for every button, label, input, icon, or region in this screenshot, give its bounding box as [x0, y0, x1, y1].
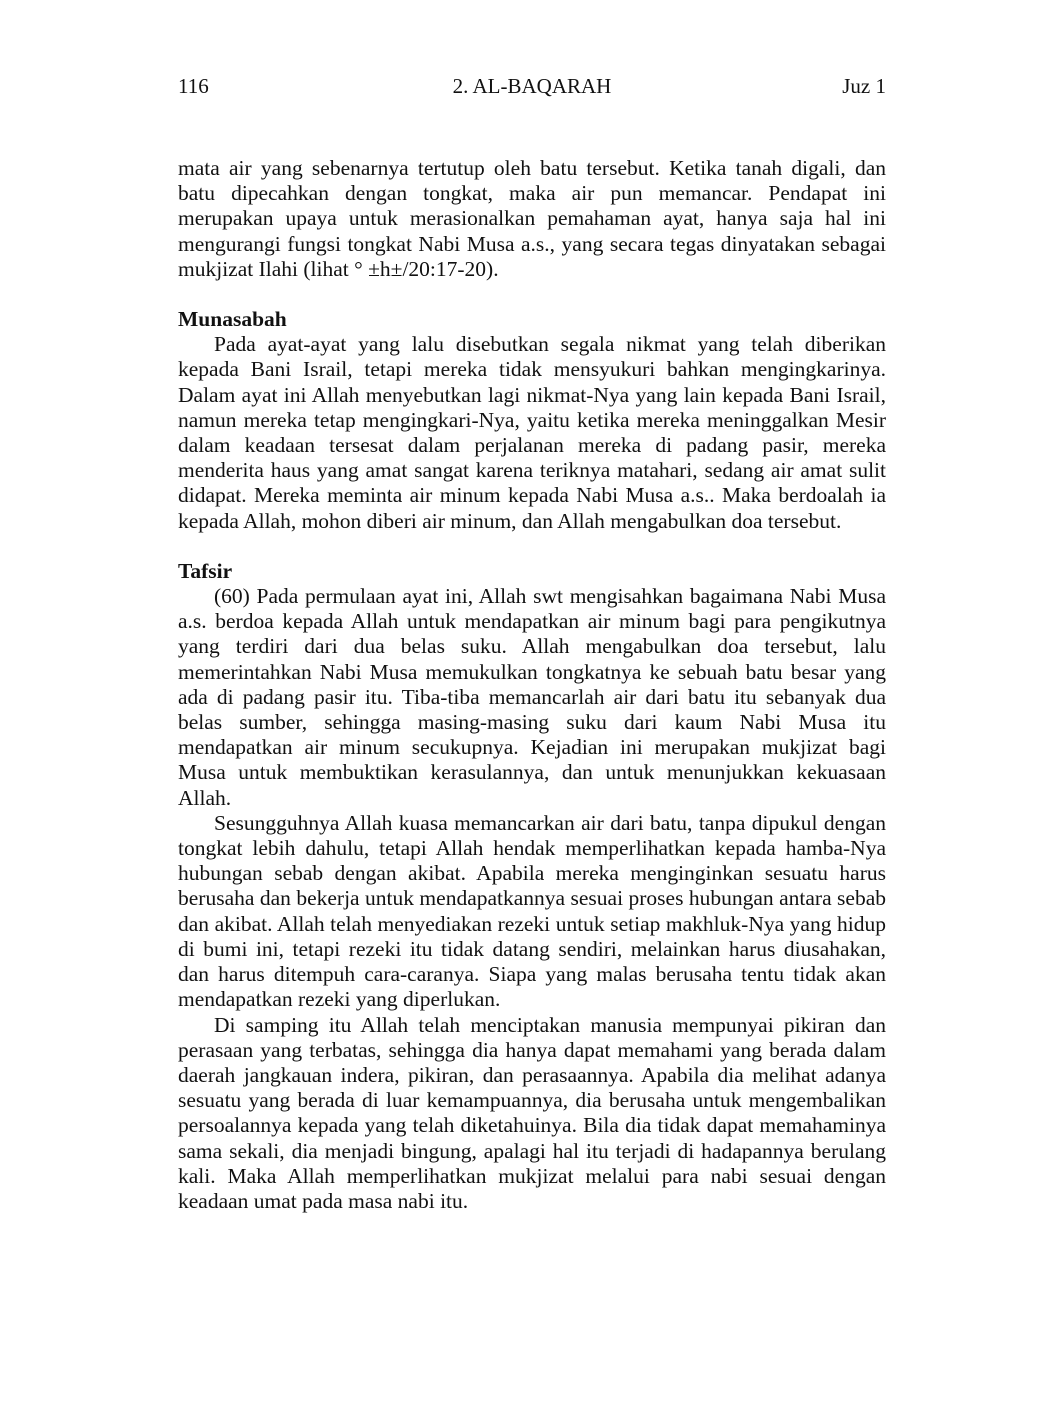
page-body — [178, 156, 886, 1214]
munasabah-heading: Munasabah — [178, 307, 287, 332]
intro-paragraph: mata air yang sebenarnya tertutup oleh batu tersebut. Ketika tanah digali, dan batu dipecahkan dengan tongkat, maka air pun memancar. Pendapat ini merupakan upaya untuk merasionalkan pemahaman ayat, hanya saja hal ini mengurangi fungsi tongkat Nabi Musa a.s., yang secara tegas dinyatakan sebagai mukjizat Ilahi (lihat ° ±h±/20:17-20). — [178, 156, 886, 281]
running-title: 2. AL-BAQARAH — [452, 74, 612, 98]
munasabah-paragraph: Pada ayat-ayat yang lalu disebutkan segala nikmat yang telah diberikan kepada Bani Israil, tetapi mereka tidak mensyukuri bahkan mengingkarinya. Dalam ayat ini Allah menyebutkan lagi nikmat-Nya yang lain kepada Bani Israil, namun mereka tetap mengingkari-Nya, yaitu ketika mereka meninggalkan Mesir dalam keadaan tersesat dalam perjalanan mereka di padang pasir, mereka menderita haus yang amat sangat karena teriknya matahari, sedang air amat sulit didapat. Mereka meminta air minum kepada Nabi Musa a.s.. Maka berdoalah ia kepada Allah, mohon diberi air minum, dan Allah mengabulkan doa tersebut. — [178, 332, 886, 533]
section-spacer — [178, 534, 886, 559]
page-header — [178, 72, 886, 100]
juz-label: Juz 1 — [842, 74, 886, 98]
tafsir-heading: Tafsir — [178, 558, 233, 583]
tafsir-paragraph: Sesungguhnya Allah kuasa memancarkan air dari batu, tanpa dipukul dengan tongkat lebih dahulu, tetapi Allah hendak memperlihatkan kepada hamba-Nya hubungan sebab dengan akibat. Apabila mereka menginginkan sesuatu harus berusaha dan bekerja untuk mendapatkannya sesuai proses hubungan antara sebab dan akibat. Allah telah menyediakan rezeki untuk setiap makhluk-Nya yang hidup di bumi ini, tetapi rezeki itu tidak datang sendiri, melainkan harus diusahakan, dan harus ditempuh cara-caranya. Siapa yang malas berusaha tentu tidak akan mendapatkan rezeki yang diperlukan. — [178, 810, 886, 1012]
tafsir-paragraph: (60) Pada permulaan ayat ini, Allah swt mengisahkan bagaimana Nabi Musa a.s. berdoa kepada Allah untuk mendapatkan air minum bagi para pengikutnya yang terdiri dari dua belas suku. Allah mengabulkan doa tersebut, lalu memerintahkan Nabi Musa memukulkan tongkatnya ke sebuah batu besar yang ada di padang pasir itu. Tiba-tiba memancarlah air dari batu itu sebanyak dua belas sumber, sehingga masing-masing suku dari kaum Nabi Musa itu mendapatkan air minum secukupnya. Kejadian ini merupakan mukjizat bagi Musa untuk membuktikan kerasulannya, dan untuk menunjukkan kekuasaan Allah. — [178, 584, 886, 810]
page-number: 116 — [178, 74, 209, 98]
section-spacer — [178, 282, 886, 307]
tafsir-paragraph: Di samping itu Allah telah menciptakan manusia mempunyai pikiran dan perasaan yang terbatas, sehingga dia hanya dapat memahami yang berada dalam daerah jangkauan indera, pikiran, dan perasaannya. Apabila dia melihat adanya sesuatu yang berada di luar kemampuannya, dia berusaha untuk mengembalikan persoalannya kepada yang telah diketahuinya. Bila dia tidak dapat memahaminya sama sekali, dia menjadi bingung, apalagi hal itu terjadi di hadapannya berulang kali. Maka Allah memperlihatkan mukjizat melalui para nabi sesuai dengan keadaan umat pada masa nabi itu. — [178, 1012, 886, 1213]
